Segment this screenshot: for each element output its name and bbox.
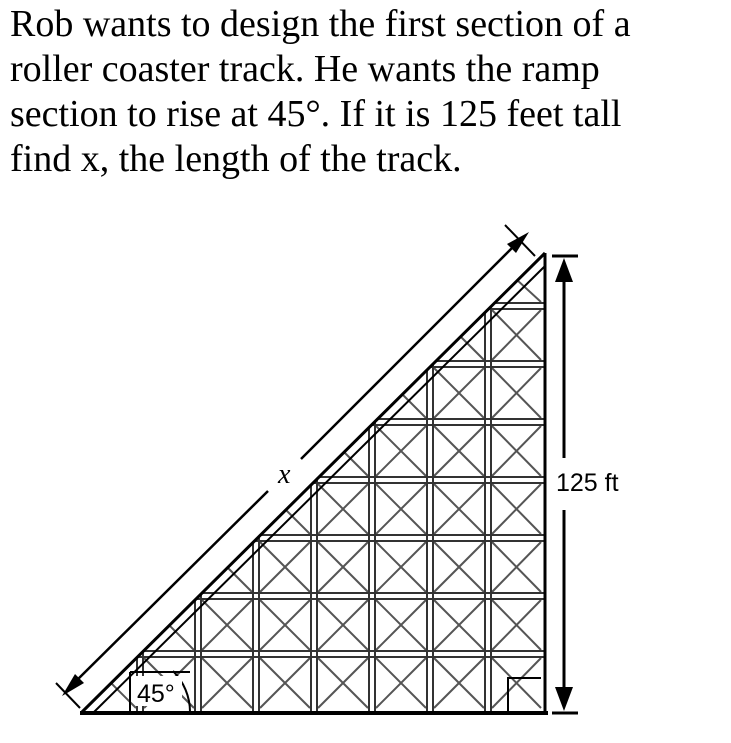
track-length-label: x <box>278 459 291 490</box>
height-label: 125 ft <box>556 469 619 497</box>
problem-line-3: section to rise at 45°. If it is 125 feet tall <box>10 93 622 135</box>
problem-line-4: find x, the length of the track. <box>10 138 462 180</box>
angle-label: 45° <box>137 680 175 708</box>
problem-line-1: Rob wants to design the first section of a <box>10 3 631 45</box>
problem-line-2: roller coaster track. He wants the ramp <box>10 48 600 90</box>
right-angle-marker <box>508 678 541 712</box>
